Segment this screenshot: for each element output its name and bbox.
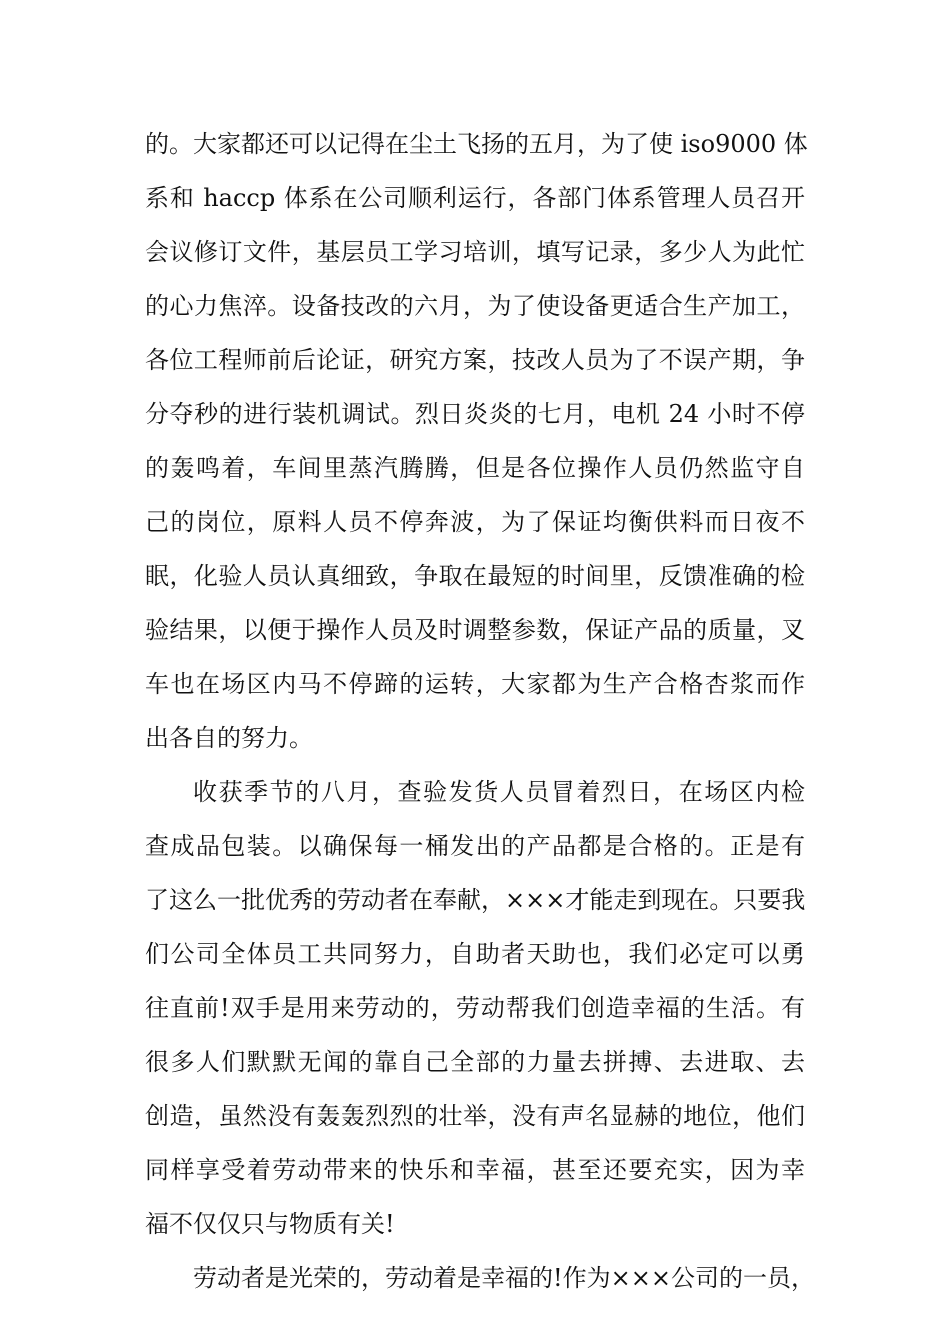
text-line: 眠，化验人员认真细致，争取在最短的时间里，反馈准确的检 — [145, 562, 805, 590]
text-line: 劳动者是光荣的，劳动着是幸福的!作为×××公司的一员， — [193, 1264, 815, 1292]
text-line: 福不仅仅只与物质有关! — [145, 1210, 395, 1238]
text-line: 创造，虽然没有轰轰烈烈的壮举，没有声名显赫的地位，他们 — [145, 1102, 805, 1130]
text-line: 系和 haccp 体系在公司顺利运行，各部门体系管理人员召开 — [145, 184, 805, 212]
text-line: 们公司全体员工共同努力，自助者天助也，我们必定可以勇 — [145, 940, 805, 968]
text-line: 出各自的努力。 — [145, 724, 313, 752]
text-line: 往直前!双手是用来劳动的，劳动帮我们创造幸福的生活。有 — [145, 994, 805, 1022]
text-line: 同样享受着劳动带来的快乐和幸福，甚至还要充实，因为幸 — [145, 1156, 805, 1184]
text-line: 车也在场区内马不停蹄的运转，大家都为生产合格杏浆而作 — [145, 670, 805, 698]
text-line: 各位工程师前后论证，研究方案，技改人员为了不误产期，争 — [145, 346, 805, 374]
text-line: 的轰鸣着，车间里蒸汽腾腾，但是各位操作人员仍然监守自 — [145, 454, 805, 482]
text-line: 了这么一批优秀的劳动者在奉献，×××才能走到现在。只要我 — [145, 886, 806, 914]
text-line: 很多人们默默无闻的靠自己全部的力量去拼搏、去进取、去 — [145, 1048, 805, 1076]
text-line: 收获季节的八月，查验发货人员冒着烈日，在场区内检 — [193, 778, 805, 806]
text-line: 验结果，以便于操作人员及时调整参数，保证产品的质量，叉 — [145, 616, 805, 644]
text-line: 会议修订文件，基层员工学习培训，填写记录，多少人为此忙 — [145, 238, 805, 266]
text-line: 的心力焦淬。设备技改的六月，为了使设备更适合生产加工， — [145, 292, 805, 320]
text-line: 查成品包装。以确保每一桶发出的产品都是合格的。正是有 — [145, 832, 805, 860]
text-line: 的。大家都还可以记得在尘土飞扬的五月，为了使 iso9000 体 — [145, 130, 808, 158]
text-line: 己的岗位，原料人员不停奔波，为了保证均衡供料而日夜不 — [145, 508, 805, 536]
text-line: 分夺秒的进行装机调试。烈日炎炎的七月，电机 24 小时不停 — [145, 400, 805, 428]
